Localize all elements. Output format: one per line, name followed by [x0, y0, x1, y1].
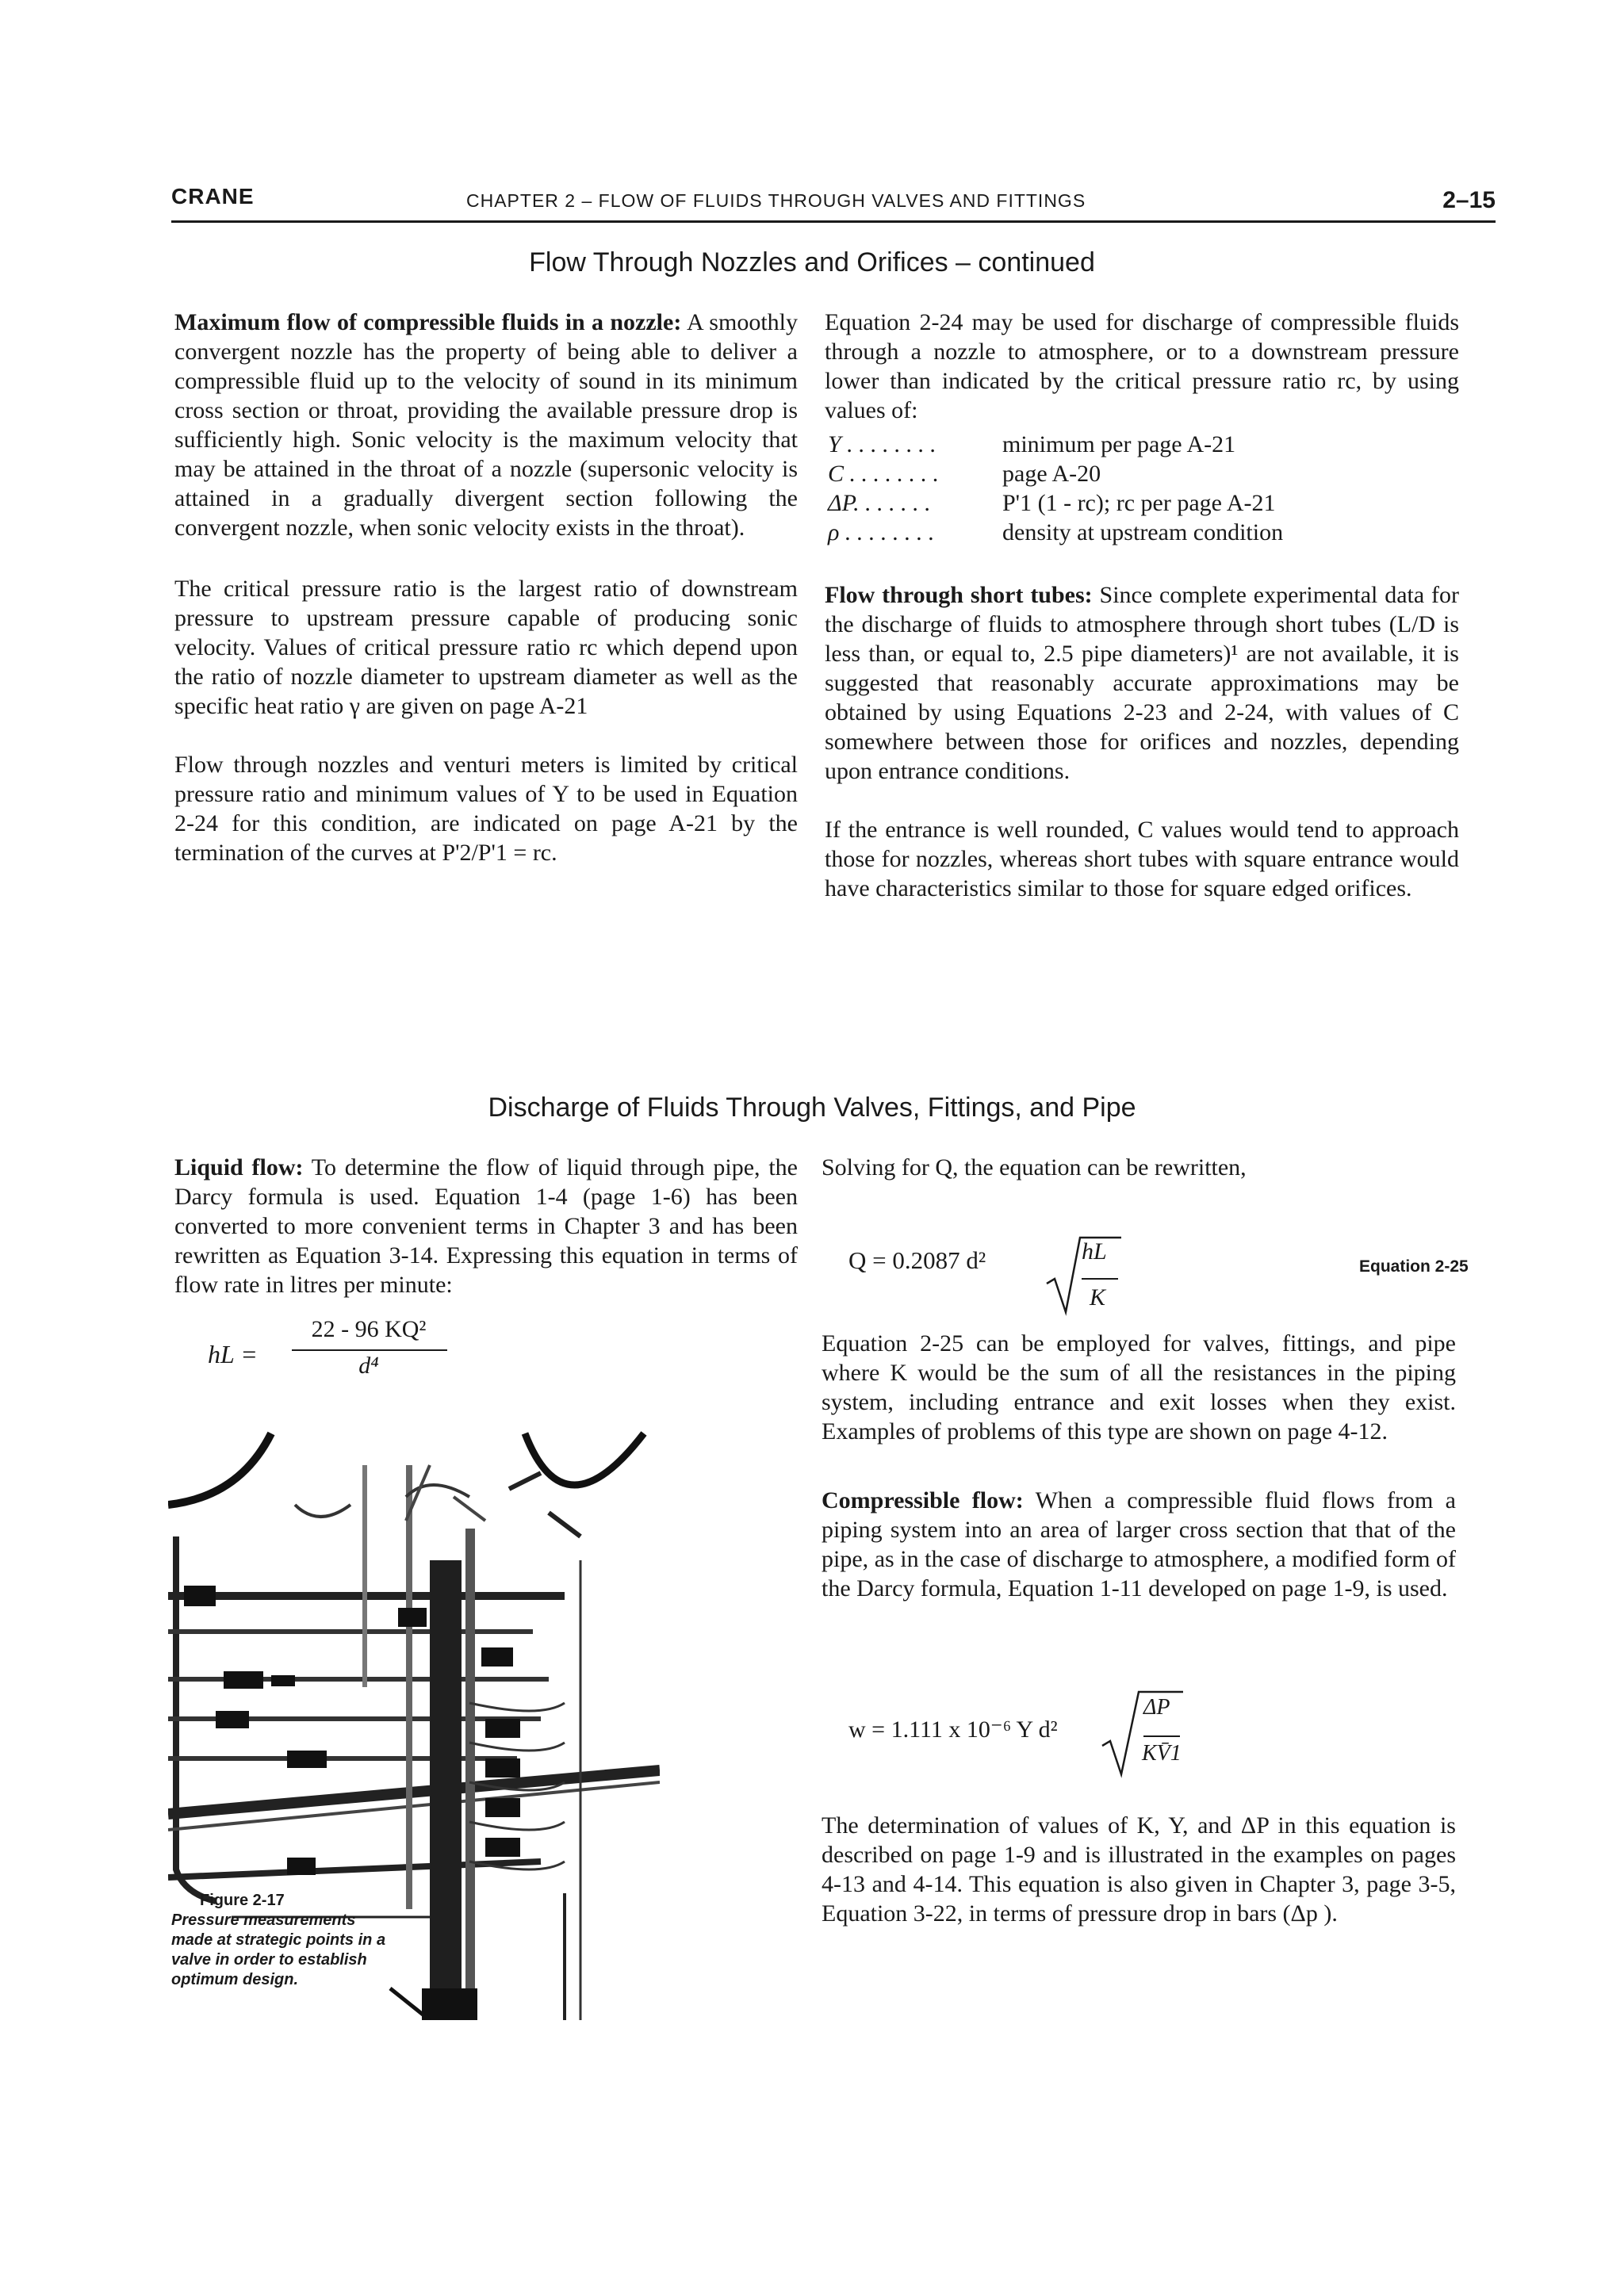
section2-right-column: [822, 1153, 1456, 1211]
paragraph-eq224: Equation 2-24 may be used for discharge of compressible fluids through a nozzle to atmosphere, or to a downstream pressure lower than indicated by the critical pressure ratio rc, by using values of:: [825, 309, 1459, 423]
value-description: P'1 (1 - rc); rc per page A-21: [1002, 490, 1276, 516]
header-rule: [171, 220, 1496, 223]
brand-logo-text: CRANE: [171, 184, 255, 209]
paragraph-venturi: Flow through nozzles and venturi meters is limited by critical pressure ratio and minimum values of Y to be used in Equation 2-24 for this condition, are indicated on page A-21 by the termination of the curves at P'2/P'1 = rc.: [174, 752, 798, 866]
formula-hl-numerator: 22 - 96 KQ²: [311, 1316, 427, 1342]
body-compressible: When a compressible fluid flows from a piping system into an area of larger cross section that that of the pipe, as in the case of discharge to atmosphere, a modified form of the Darcy formula, Equation 1-11 developed on page 1-9, is used.: [822, 1487, 1456, 1601]
figure-label: Figure 2-17: [200, 1892, 285, 1909]
lead-liquid-flow: Liquid flow:: [174, 1154, 304, 1181]
eqw-denominator: KV̄1: [1142, 1741, 1182, 1766]
paragraph-short-tubes: [825, 580, 1459, 786]
paragraph-max-flow: [174, 308, 798, 542]
body-max-flow: A smoothly convergent nozzle has the property of being able to deliver a compressible fluid up to the velocity of sound in its minimum cross section or throat, providing the available pressure drop is sufficiently high. Sonic velocity is the maximum velocity that may be attained in the throat of a nozzle (supersonic velocity is attained in a gradually divergent section following the convergent nozzle, when sonic velocity exists in the throat).: [174, 309, 798, 541]
eq225-numerator: hL: [1082, 1238, 1107, 1265]
lead-max-flow: Maximum flow of compressible fluids in a nozzle:: [174, 309, 682, 335]
value-symbol: C . . . . . . . .: [828, 461, 940, 487]
section1-right-column: [825, 308, 1459, 932]
paragraph-entrance: If the entrance is well rounded, C values would tend to approach those for nozzles, whereas short tubes with square entrance would have characteristics similar to those for square edged orifices.: [825, 817, 1459, 901]
formula-hl-denominator: d⁴: [358, 1353, 379, 1379]
eq225-label: Equation 2-25: [1359, 1257, 1469, 1276]
value-symbol: ρ . . . . . . . .: [828, 519, 935, 545]
section2-left-column: [174, 1153, 798, 1329]
value-symbol: ΔP. . . . . . .: [828, 490, 931, 516]
lead-compressible: Compressible flow:: [822, 1487, 1024, 1513]
chapter-title: CHAPTER 2 – FLOW OF FLUIDS THROUGH VALVES AND FITTINGS: [466, 190, 1086, 211]
paragraph-determination: The determination of values of K, Y, and ΔP in this equation is described on page 1-9 and is illustrated in the examples on pages 4-13 and 4-14. This equation is also given in Chapter 3, page 3-5, Equation 3-22, in terms of pressure drop in bars (Δp ).: [822, 1812, 1456, 1927]
eqw-numerator: ΔP: [1143, 1695, 1170, 1720]
formula-hl-fraction-bar: [292, 1349, 447, 1351]
section2-right-column-continued: [822, 1329, 1456, 1632]
page-number: 2–15: [1442, 187, 1496, 213]
eq225-lhs: Q = 0.2087 d²: [848, 1246, 986, 1274]
value-row: [828, 459, 1459, 488]
figure-caption: Pressure measurements made at strategic points in a valve in order to establish optimum design.: [171, 1911, 386, 1988]
paragraph-critical-ratio: The critical pressure ratio is the largest ratio of downstream pressure to upstream pressure capable of producing sonic velocity. Values of critical pressure ratio rc which depend upon the ratio of nozzle diameter to upstream diameter as well as the specific heat ratio γ are given on page A-21: [174, 576, 798, 719]
formula-hl-lhs: hL =: [208, 1340, 258, 1368]
paragraph-compressible: [822, 1486, 1456, 1603]
body-liquid-flow: To determine the flow of liquid through pipe, the Darcy formula is used. Equation 1-4 (page 1-6) has been converted to more convenient terms in Chapter 3 and has been rewritten as Equation 3-14. Expressing this equation in terms of flow rate in litres per minute:: [174, 1154, 798, 1298]
body-short-tubes: Since complete experimental data for the discharge of fluids to atmosphere through short tubes (L/D is less than, or equal to, 2.5 pipe diameters)¹ are not available, it is suggested that reasonably accurate approximations may be obtained by using Equations 2-23 and 2-24, with values of C somewhere between those for orifices and nozzles, depending upon entrance conditions.: [825, 582, 1460, 784]
section-title-nozzles: Flow Through Nozzles and Orifices – continued: [529, 247, 1095, 277]
paragraph-liquid-flow: [174, 1153, 798, 1299]
paragraph-solving-q: Solving for Q, the equation can be rewritten,: [822, 1154, 1247, 1181]
value-description: page A-20: [1002, 461, 1101, 487]
section-title-discharge: Discharge of Fluids Through Valves, Fittings, and Pipe: [488, 1093, 1136, 1123]
paragraph-eq225-usage: Equation 2-25 can be employed for valves, fittings, and pipe where K would be the sum of all the resistances in the piping system, including entrance and exit losses when they exist. Examples of problems of this type are shown on page 4-12.: [822, 1330, 1456, 1445]
value-row: [828, 488, 1459, 518]
value-symbol: Y . . . . . . . .: [828, 431, 936, 457]
eq225-denominator: K: [1089, 1284, 1105, 1311]
eqw-lhs: w = 1.111 x 10⁻⁶ Y d²: [848, 1716, 1058, 1743]
value-row: [828, 518, 1459, 547]
value-description: minimum per page A-21: [1002, 431, 1236, 457]
lead-short-tubes: Flow through short tubes:: [825, 582, 1093, 608]
section1-left-column: [174, 308, 798, 897]
values-list: [825, 430, 1459, 547]
figure-caption-block: [171, 1891, 401, 1990]
value-row: [828, 430, 1459, 459]
section2-right-column-final: [822, 1811, 1456, 1957]
value-description: density at upstream condition: [1002, 519, 1284, 545]
